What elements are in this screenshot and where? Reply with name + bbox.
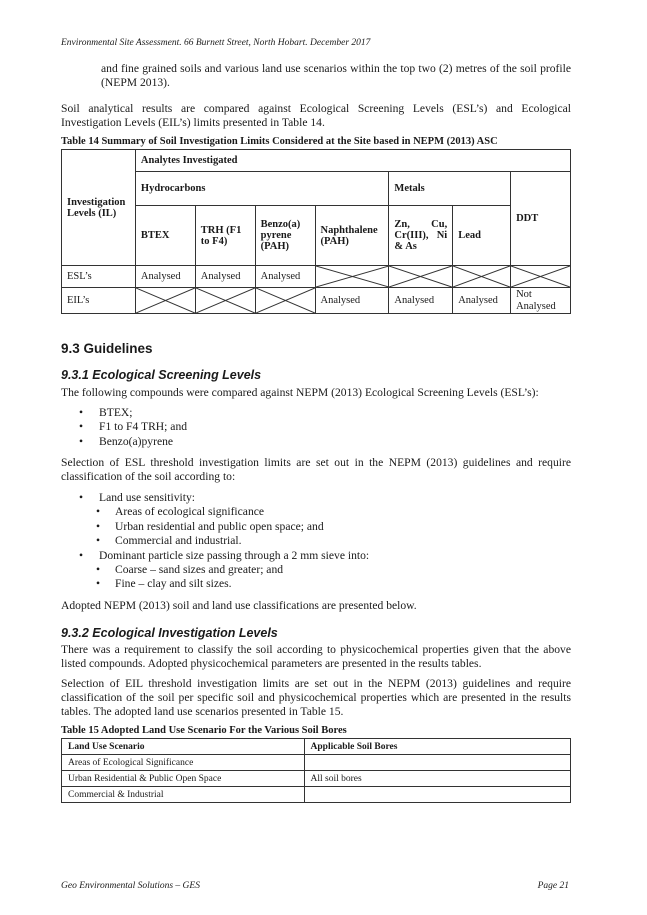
na-cross-cell <box>315 266 389 288</box>
row-label: EIL’s <box>62 288 136 314</box>
list-item: • Commercial and industrial. <box>61 534 571 548</box>
sub1-intro: The following compounds were compared against NEPM (2013) Ecological Screening Levels (ESL’s): <box>61 386 539 399</box>
cell <box>304 755 570 771</box>
list-item: • Coarse – sand sizes and greater; and <box>61 563 571 577</box>
particle-sublist <box>61 563 571 592</box>
cell: Analysed <box>195 266 255 288</box>
land-use-label: Land use sensitivity: <box>99 491 195 504</box>
sub1-para2: Selection of ESL threshold investigation limits are set out in the NEPM (2013) guidelines and require classification of the soil according to: <box>61 456 571 484</box>
cell: Analysed <box>255 266 315 288</box>
particle-label: Dominant particle size passing through a 2 mm sieve into: <box>99 548 370 562</box>
intro-continuation: and fine grained soils and various land use scenarios within the top two (2) metres of the soil profile (NEPM 2013). <box>101 62 571 90</box>
col-lead: Lead <box>453 206 511 266</box>
cell: Analysed <box>453 288 511 314</box>
list-item: • Urban residential and public open space; and <box>61 520 571 534</box>
cell: All soil bores <box>304 771 570 787</box>
cell: Urban Residential & Public Open Space <box>62 771 305 787</box>
cell <box>304 787 570 803</box>
hydrocarbons-header: Hydrocarbons <box>135 172 388 206</box>
classification-list <box>61 491 571 592</box>
col-trh: TRH (F1 to F4) <box>195 206 255 266</box>
table-row <box>62 787 571 803</box>
list-item <box>61 491 571 549</box>
cell: Areas of Ecological Significance <box>62 755 305 771</box>
cell: Analysed <box>389 288 453 314</box>
table-row <box>62 771 571 787</box>
il-header: Investigation Levels (IL) <box>62 150 136 266</box>
na-cross-cell <box>389 266 453 288</box>
sub2-para2: Selection of EIL threshold investigation limits are set out in the NEPM (2013) guidelines and require classification of the soil per specific soil and physicochemical properties which are presented in the results tables. The adopted land use scenarios presented in Table 15. <box>61 677 571 719</box>
table-14 <box>61 149 571 314</box>
cell: Commercial & Industrial <box>62 787 305 803</box>
list-item <box>61 549 571 592</box>
row-esl <box>62 266 571 288</box>
header-land-use: Land Use Scenario <box>62 739 305 755</box>
table15-caption: Table 15 Adopted Land Use Scenario For the Various Soil Bores <box>61 725 347 736</box>
na-cross-cell <box>453 266 511 288</box>
list-item: • Areas of ecological significance <box>61 505 571 519</box>
subsection-heading-esl: 9.3.1 Ecological Screening Levels <box>61 368 262 382</box>
ddt-header: DDT <box>511 172 571 266</box>
table-header-row <box>62 739 571 755</box>
footer-company: Geo Environmental Solutions – GES <box>61 881 200 891</box>
land-use-sublist <box>61 505 571 548</box>
list-item: • Benzo(a)pyrene <box>61 435 571 449</box>
cell: Analysed <box>135 266 195 288</box>
subsection-heading-eil: 9.3.2 Ecological Investigation Levels <box>61 626 278 640</box>
running-header: Environmental Site Assessment. 66 Burnett Street, North Hobart. December 2017 <box>61 38 371 48</box>
compound-list <box>61 406 571 449</box>
analytes-header: Analytes Investigated <box>135 150 570 172</box>
sub1-para3: Adopted NEPM (2013) soil and land use classifications are presented below. <box>61 599 417 612</box>
table-15 <box>61 738 571 803</box>
table-row <box>62 755 571 771</box>
col-benzo: Benzo(a) pyrene (PAH) <box>255 206 315 266</box>
cell: Not Analysed <box>511 288 571 314</box>
col-naphthalene: Naphthalene (PAH) <box>315 206 389 266</box>
list-item: • BTEX; <box>61 406 571 420</box>
para-compare: Soil analytical results are compared against Ecological Screening Levels (ESL’s) and Ecological Investigation Levels (EIL’s) limits presented in Table 14. <box>61 102 571 130</box>
row-eil <box>62 288 571 314</box>
na-cross-cell <box>255 288 315 314</box>
sub2-para1: There was a requirement to classify the soil according to physicochemical properties given that the above listed compounds. Adopted physicochemical parameters are presented in the results tables. <box>61 643 571 671</box>
table14-caption: Table 14 Summary of Soil Investigation Limits Considered at the Site based in NEPM (2013) ASC <box>61 136 498 147</box>
header-soil-bores: Applicable Soil Bores <box>304 739 570 755</box>
na-cross-cell <box>195 288 255 314</box>
col-metals: Zn, Cu, Cr(III), Ni & As <box>389 206 453 266</box>
na-cross-cell <box>511 266 571 288</box>
footer-page-number: Page 21 <box>537 881 569 891</box>
col-btex: BTEX <box>135 206 195 266</box>
row-label: ESL’s <box>62 266 136 288</box>
list-item: • F1 to F4 TRH; and <box>61 420 571 434</box>
metals-header: Metals <box>389 172 511 206</box>
na-cross-cell <box>135 288 195 314</box>
list-item: • Fine – clay and silt sizes. <box>61 577 571 591</box>
cell: Analysed <box>315 288 389 314</box>
section-heading: 9.3 Guidelines <box>61 341 153 356</box>
